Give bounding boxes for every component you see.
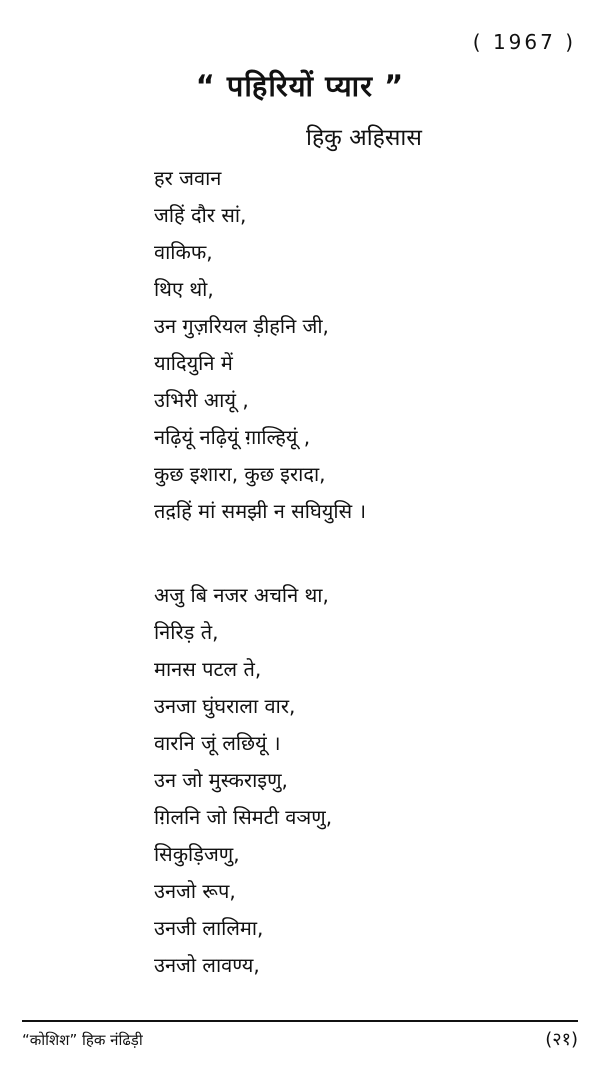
footer-page-number: (२१)	[545, 1029, 578, 1050]
stanza-1	[154, 160, 366, 530]
poem-line: सिकुड़िजणु,	[154, 842, 240, 866]
poem-line: वाकिफ,	[154, 240, 213, 264]
year-label: ( 1967 )	[472, 30, 576, 54]
poem-line: उन गुज़रियल ड़ीहनि जी,	[154, 314, 329, 338]
footer-divider	[22, 1020, 578, 1022]
poem-line: यादियुनि में	[154, 351, 233, 375]
poem-line: जहिं दौर सां,	[154, 203, 247, 227]
poem-line: उनजी लालिमा,	[154, 916, 264, 940]
poem-line: उनजा घुंघराला वार,	[154, 694, 296, 718]
poem-line: थिए थो,	[154, 277, 214, 301]
poem-line: उनजो लावण्य,	[154, 953, 260, 977]
poem-line: उनजो रूप,	[154, 879, 236, 903]
poem-line: उभिरी आयूं ,	[154, 388, 249, 412]
poem-title: “ पहिरियों प्यार ”	[195, 69, 405, 103]
poem-author: हिकु अहिसास	[306, 125, 422, 151]
poem-line: अजु बि नजर अचनि था,	[154, 583, 329, 607]
poem-line: मानस पटल ते,	[154, 657, 262, 681]
stanza-2	[154, 577, 332, 984]
poem-line: ग़िलनि जो सिमटी वञणु,	[154, 805, 333, 829]
poem-line: हर जवान	[154, 166, 222, 190]
poem-line: तद़हिं मां समझी न सघियुसि ।	[154, 499, 367, 523]
poem-line: कुछ इशारा, कुछ इरादा,	[154, 462, 326, 486]
poem-line: नढ़ियूं नढ़ियूं ग़ाल्हियूं ,	[154, 425, 311, 449]
footer-book-title: “कोशिश” हिक नंढिड़ी	[22, 1031, 143, 1049]
poem-line: वारनि जूं लछियूं ।	[154, 731, 281, 755]
poem-line: निरिड़ ते,	[154, 620, 219, 644]
poem-line: उन जो मुस्कराइणु,	[154, 768, 288, 792]
